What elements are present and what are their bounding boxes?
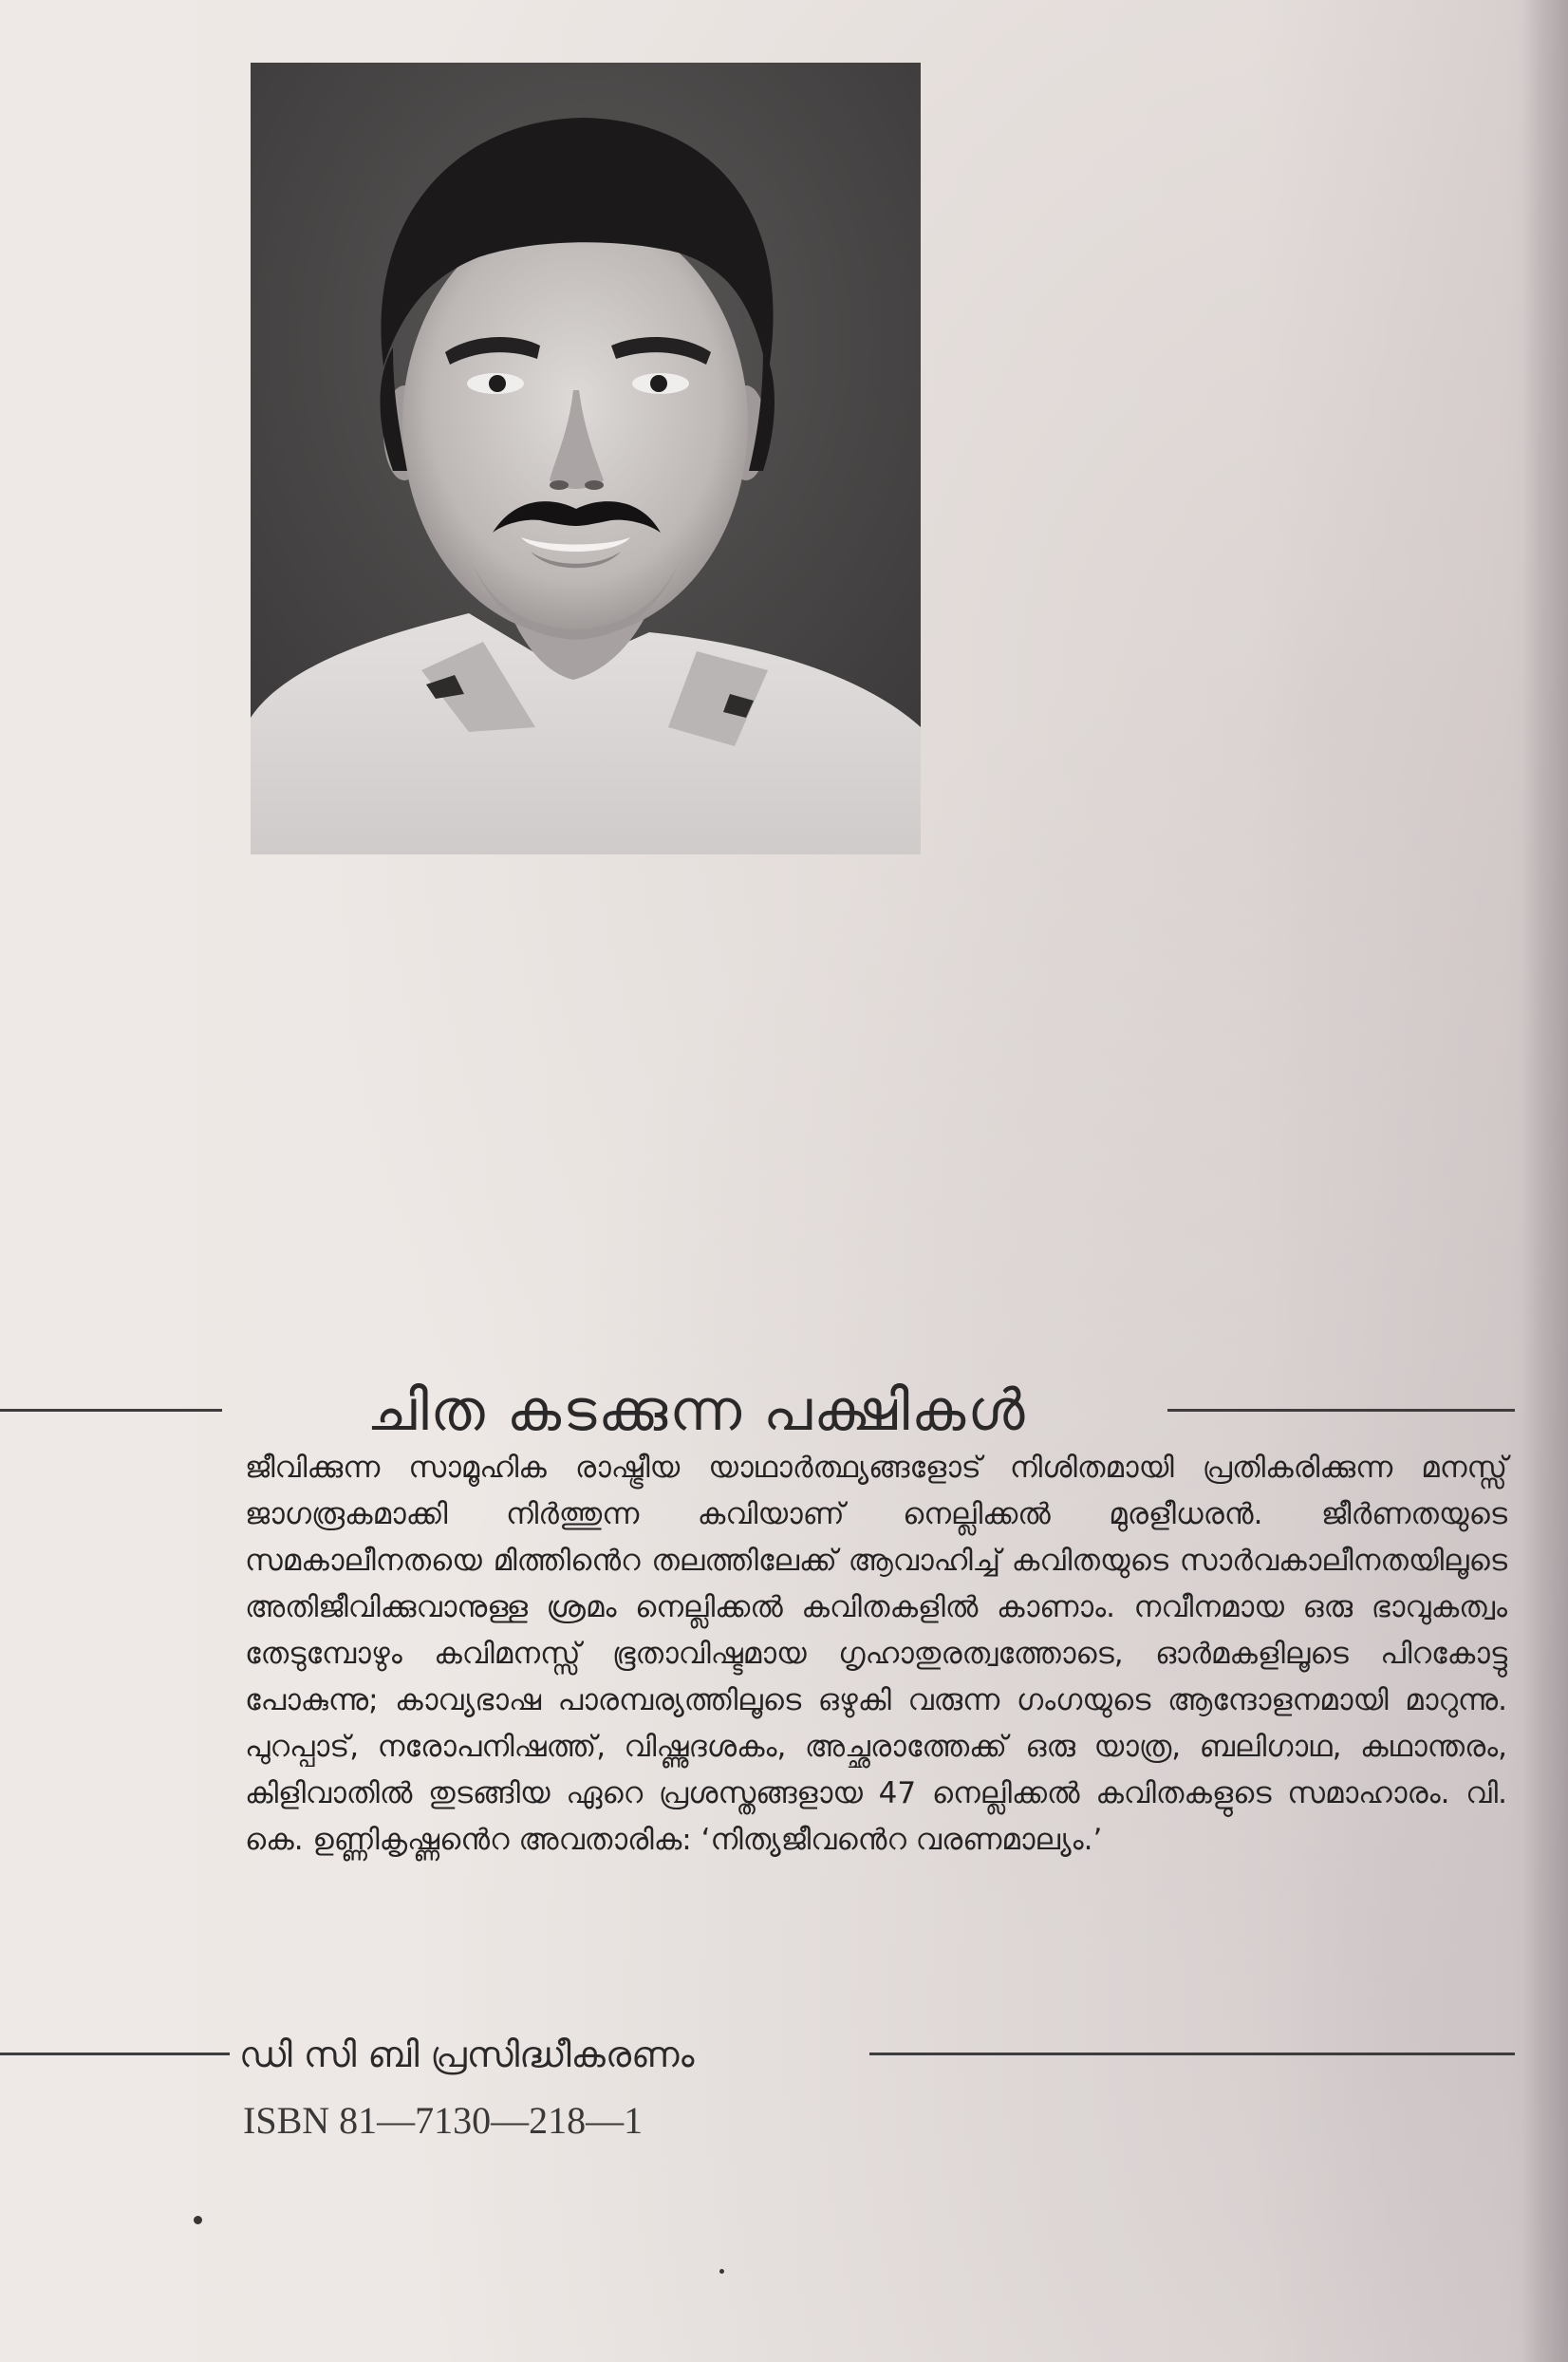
title-rule-right xyxy=(1167,1409,1515,1412)
worn-cover-edge xyxy=(1522,0,1568,2362)
title-rule-left xyxy=(0,1409,222,1412)
book-title: ചിത കടക്കുന്ന പക്ഷികൾ xyxy=(366,1378,1027,1444)
print-speck xyxy=(194,2216,202,2224)
author-portrait-drawing xyxy=(251,63,921,854)
publisher-rule-left xyxy=(0,2053,230,2055)
publisher-line: ഡി സി ബി പ്രസിദ്ധീകരണം xyxy=(239,2034,695,2075)
author-portrait-photo xyxy=(251,63,921,854)
print-speck xyxy=(719,2269,724,2274)
blurb-paragraph: ജീവിക്കുന്ന സാമൂഹിക രാഷ്ട്രീയ യാഥാർത്ഥ്യങ്ങളോട് നിശിതമായി പ്രതികരിക്കുന്ന മനസ്സ് ജാഗരൂകമാക്കി നിർത്തുന്ന കവിയാണ് നെല്ലിക്കൽ മുരളീധരൻ. ജീർണതയുടെ സമകാലീനതയെ മിത്തിൻെറ തലത്തിലേക്ക് ആവാഹിച്ച് കവിതയുടെ സാർവകാലീനതയിലൂടെ അതിജീവിക്കുവാനുള്ള ശ്രമം നെല്ലിക്കൽ കവിതകളിൽ കാണാം. നവീനമായ ഒരു ഭാവുകത്വം തേടുമ്പോഴും കവിമനസ്സ് ഭൂതാവിഷ്ടമായ ഗൃഹാതുരത്വത്തോടെ, ഓർമകളിലൂടെ പിറകോട്ടു പോകുന്നു; കാവ്യഭാഷ പാരമ്പര്യത്തിലൂടെ ഒഴുകി വരുന്ന ഗംഗയുടെ ആന്ദോളനമായി മാറുന്നു. പുറപ്പാട്, നരോപനിഷത്ത്, വിഷ്ണുദശകം, അച്ഛരാത്തേക്ക് ഒരു യാത്ര, ബലിഗാഥ, കഥാന്തരം, കിളിവാതിൽ തുടങ്ങിയ ഏറെ പ്രശസ്തങ്ങളായ 47 നെല്ലിക്കൽ കവിതകളുടെ സമാഹാരം. വി. കെ. ഉണ്ണികൃഷ്ണൻെറ അവതാരിക: ‘നിത്യജീവൻെറ വരണമാല്യം.’ xyxy=(245,1451,1507,1857)
isbn-number: ISBN 81—7130—218—1 xyxy=(243,2099,644,2142)
publisher-rule-right xyxy=(869,2053,1515,2055)
